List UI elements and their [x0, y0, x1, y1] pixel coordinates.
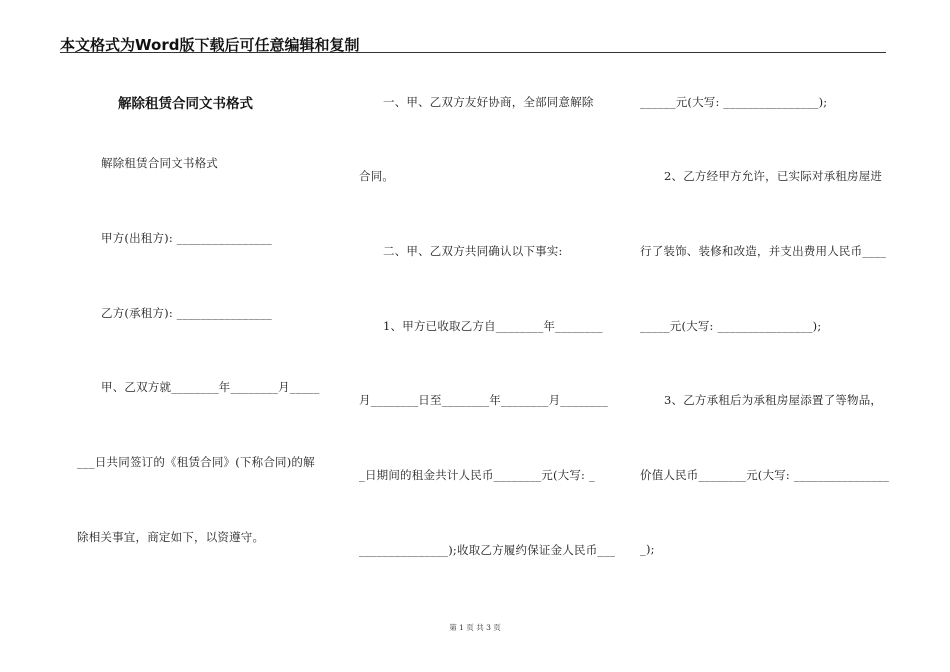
middle-line-2: 合同。 [359, 169, 395, 183]
left-line-6: 除相关事宜，商定如下，以资遵守。 [77, 530, 265, 544]
middle-line-5: 月________日至________年________月________ [359, 393, 608, 407]
right-line-3: 行了装饰、装修和改造，并支出费用人民币____ [640, 244, 887, 258]
left-line-4: 甲、乙双方就________年________月_____ [101, 380, 320, 394]
right-line-2: 2、乙方经甲方允许，已实际对承租房屋进 [664, 169, 883, 183]
right-line-4: _____元(大写: ________________); [640, 319, 822, 333]
left-line-3: 乙方(承租方): ________________ [101, 306, 273, 320]
document-title: 解除租赁合同文书格式 [118, 96, 253, 112]
middle-line-7: _______________);收取乙方履约保证金人民币___ [359, 543, 616, 557]
middle-line-6: _日期间的租金共计人民币________元(大写: _ [359, 468, 595, 482]
left-line-5: ___日共同签订的《租赁合同》(下称合同)的解 [77, 455, 315, 469]
middle-line-4: 1、甲方已收取乙方自________年________ [383, 319, 603, 333]
middle-line-1: 一、甲、乙双方友好协商，全部同意解除 [383, 95, 594, 109]
right-line-1: ______元(大写: ________________); [640, 95, 828, 109]
page-number: 第 1 页 共 3 页 [449, 623, 501, 632]
left-line-1: 解除租赁合同文书格式 [101, 156, 218, 170]
document-header-banner: 本文格式为Word版下载后可任意编辑和复制 [60, 36, 360, 54]
right-line-5: 3、乙方承租后为承租房屋添置了等物品， [664, 393, 883, 407]
header-divider [60, 52, 886, 53]
right-line-6: 价值人民币________元(大写: ________________ [640, 468, 890, 482]
left-line-2: 甲方(出租方): ________________ [101, 231, 273, 245]
right-line-7: _); [640, 542, 655, 556]
middle-line-3: 二、甲、乙双方共同确认以下事实: [383, 244, 563, 258]
